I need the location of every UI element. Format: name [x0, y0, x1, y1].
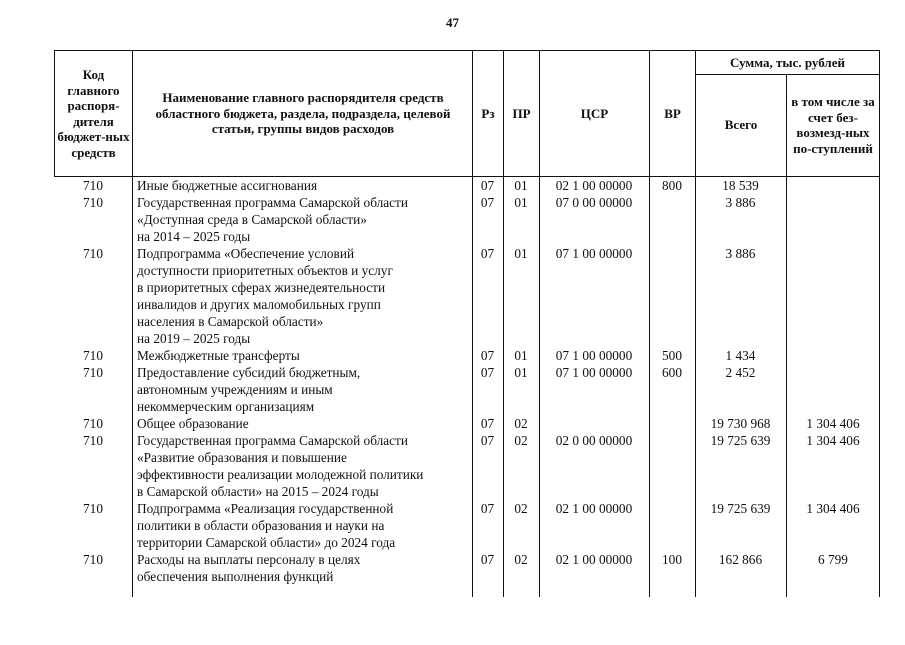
cell-code: 710	[83, 246, 103, 261]
header-pr: ПР	[512, 105, 531, 121]
page-number: 47	[446, 15, 459, 30]
cell-code: 710	[83, 365, 103, 380]
cell-name-line: Подпрограмма «Реализация государственной	[137, 501, 394, 516]
cell-total: 19 725 639	[710, 433, 771, 448]
cell-name-line: «Доступная среда в Самарской области»	[137, 212, 367, 227]
cell-csr: 07 0 00 00000	[555, 195, 633, 210]
cell-name-line: инвалидов и других маломобильных групп	[137, 297, 381, 312]
cell-code: 710	[83, 178, 103, 193]
table-row	[54, 194, 880, 245]
cell-total: 3 886	[725, 246, 756, 261]
cell-name-line: автономным учреждениям и иным	[137, 382, 333, 397]
cell-name-line: Государственная программа Самарской области	[137, 433, 408, 448]
cell-gratuitous: 1 304 406	[806, 416, 860, 431]
cell-vr: 600	[662, 365, 682, 380]
cell-name-line: обеспечения выполнения функций	[137, 569, 334, 584]
cell-name-line: некоммерческим организациям	[137, 399, 315, 414]
cell-name-line: Общее образование	[137, 416, 249, 431]
cell-vr: 500	[662, 348, 682, 363]
cell-code: 710	[83, 501, 103, 516]
cell-name	[137, 551, 472, 585]
cell-total: 19 725 639	[710, 501, 771, 516]
header-total: Всего	[724, 117, 758, 133]
cell-name-line: Иные бюджетные ассигнования	[137, 178, 318, 193]
cell-name-line: эффективности реализации молодежной политики	[137, 467, 424, 482]
cell-total: 18 539	[722, 178, 759, 193]
cell-name-line: на 2014 – 2025 годы	[137, 229, 251, 244]
table-row	[54, 364, 880, 415]
cell-name-line: населения в Самарской области»	[137, 314, 324, 329]
cell-pr: 01	[514, 195, 528, 210]
cell-name-line: Межбюджетные трансферты	[137, 348, 300, 363]
cell-pr: 02	[514, 416, 528, 431]
cell-name	[137, 500, 472, 551]
cell-csr: 02 1 00 00000	[555, 552, 633, 567]
cell-code: 710	[83, 195, 103, 210]
table-row	[54, 177, 880, 194]
cell-name	[137, 364, 472, 415]
cell-rz: 07	[480, 552, 495, 567]
cell-pr: 02	[514, 433, 528, 448]
table-row	[54, 245, 880, 347]
cell-csr: 02 1 00 00000	[555, 178, 633, 193]
cell-total: 1 434	[725, 348, 756, 363]
cell-csr: 02 1 00 00000	[555, 501, 633, 516]
cell-vr: 100	[662, 552, 682, 567]
cell-pr: 01	[514, 365, 528, 380]
cell-gratuitous: 1 304 406	[806, 501, 860, 516]
header-name: Наименование главного распорядителя средств областного бюджета, раздела, подраздела, целевой статьи, группы видов расходов	[155, 90, 451, 137]
cell-rz: 07	[480, 348, 495, 363]
cell-name-line: Расходы на выплаты персоналу в целях	[137, 552, 361, 567]
cell-code: 710	[83, 348, 103, 363]
cell-rz: 07	[480, 195, 495, 210]
budget-table	[54, 50, 880, 645]
cell-pr: 01	[514, 348, 528, 363]
cell-code: 710	[83, 552, 103, 567]
cell-csr: 07 1 00 00000	[555, 348, 633, 363]
table-row	[54, 551, 880, 585]
cell-rz: 07	[480, 501, 495, 516]
cell-name-line: «Развитие образования и повышение	[137, 450, 347, 465]
cell-name	[137, 194, 472, 245]
cell-name-line: политики в области образования и науки на	[137, 518, 385, 533]
cell-name-line: в приоритетных сферах жизнедеятельности	[137, 280, 386, 295]
cell-rz: 07	[480, 365, 495, 380]
table-header	[54, 50, 880, 177]
cell-pr: 01	[514, 178, 528, 193]
cell-gratuitous: 1 304 406	[806, 433, 860, 448]
cell-gratuitous: 6 799	[818, 552, 848, 567]
cell-pr: 02	[514, 501, 528, 516]
cell-pr: 02	[514, 552, 528, 567]
table-row	[54, 347, 880, 364]
cell-name-line: доступности приоритетных объектов и услуг	[137, 263, 393, 278]
cell-name	[137, 347, 472, 364]
table-row	[54, 500, 880, 551]
cell-rz: 07	[480, 246, 495, 261]
table-row	[54, 415, 880, 432]
cell-name-line: Государственная программа Самарской области	[137, 195, 408, 210]
cell-rz: 07	[480, 416, 495, 431]
cell-name	[137, 245, 472, 347]
cell-total: 19 730 968	[710, 416, 771, 431]
cell-name-line: территории Самарской области» до 2024 года	[137, 535, 396, 550]
cell-rz: 07	[480, 178, 495, 193]
cell-code: 710	[83, 433, 103, 448]
header-csr: ЦСР	[580, 105, 609, 121]
cell-vr: 800	[662, 178, 682, 193]
cell-total: 3 886	[725, 195, 756, 210]
header-vr: ВР	[664, 105, 681, 121]
table-row	[54, 432, 880, 500]
cell-csr: 07 1 00 00000	[555, 246, 633, 261]
cell-total: 2 452	[725, 365, 756, 380]
header-sum-group: Сумма, тыс. рублей	[730, 54, 845, 70]
cell-rz: 07	[480, 433, 495, 448]
header-gratuitous: в том числе за счет без-возмезд-ных по-ступлений	[791, 94, 875, 156]
cell-csr: 07 1 00 00000	[555, 365, 633, 380]
cell-name	[137, 177, 472, 194]
cell-name-line: Предоставление субсидий бюджетным,	[137, 365, 361, 380]
cell-name-line: Подпрограмма «Обеспечение условий	[137, 246, 355, 261]
cell-pr: 01	[514, 246, 528, 261]
cell-name-line: в Самарской области» на 2015 – 2024 годы	[137, 484, 379, 499]
cell-name	[137, 415, 472, 432]
cell-name-line: на 2019 – 2025 годы	[137, 331, 251, 346]
cell-code: 710	[83, 416, 103, 431]
header-code: Код главного распоря-дителя бюджет-ных средств	[57, 67, 130, 160]
cell-total: 162 866	[718, 552, 763, 567]
cell-name	[137, 432, 472, 500]
cell-csr: 02 0 00 00000	[555, 433, 633, 448]
header-rz: Рз	[481, 105, 495, 121]
